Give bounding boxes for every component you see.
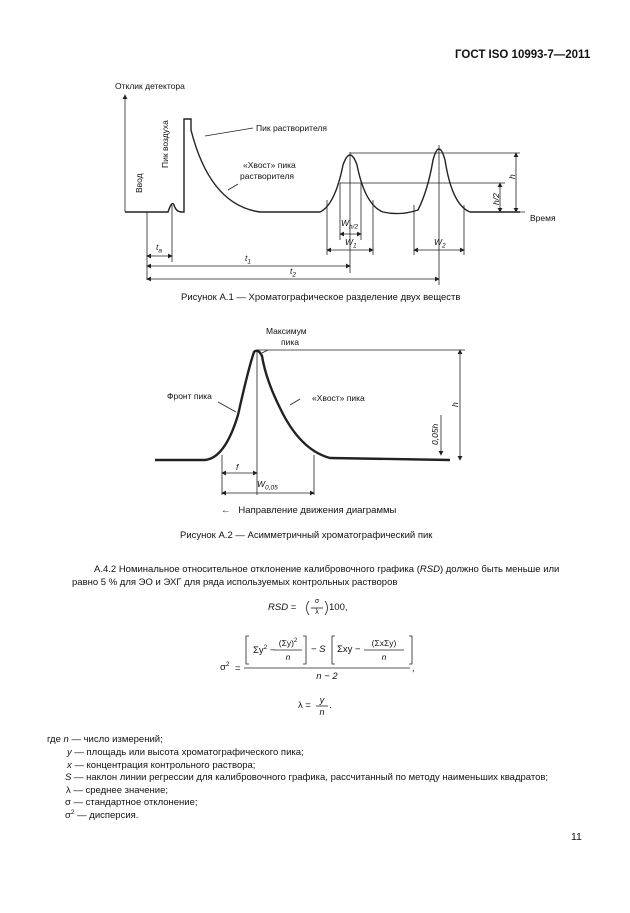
definition-item: λ — среднее значение; — [66, 785, 169, 796]
fig1-injection-label: Ввод — [134, 173, 144, 193]
sigma-formula-eq: = — [235, 663, 241, 674]
rsd-formula-tail: 100, — [329, 602, 348, 613]
sigma-denominator: n − 2 — [316, 671, 338, 682]
definition-item: S — наклон линии регрессии для калибровочного графика, рассчитанный по методу наименьших квадратов; — [65, 772, 549, 783]
fig1-ta-label: $t_a$ — [156, 242, 162, 255]
fig2-h005-label: 0,05h — [430, 423, 440, 445]
fig1-w1-label: $W_1$ — [345, 237, 357, 250]
fig1-y-axis-label: Отклик детектора — [115, 81, 185, 91]
fig1-solvent-tail-label-line2: растворителя — [240, 171, 295, 181]
fig1-air-peak-label: Пик воздуха — [160, 120, 170, 168]
sigma-comma: , — [412, 663, 415, 674]
lambda-denominator: n — [319, 707, 325, 717]
page-number: 11 — [571, 831, 582, 843]
figure-a1-caption: Рисунок А.1 — Хроматографическое разделение двух веществ — [181, 292, 461, 303]
sigma-term1: $\Sigma y^2$ − — [253, 644, 276, 657]
left-arrow-icon: ← — [221, 505, 231, 516]
lambda-dot: . — [329, 700, 332, 711]
fig2-peak-trace — [155, 351, 450, 460]
fig2-front-label: Фронт пика — [167, 391, 212, 401]
fig2-maximum-label-line1: Максимум — [266, 326, 307, 336]
fig2-maximum-label-line2: пика — [281, 337, 299, 347]
definition-item: $\sigma^2$ — дисперсия. — [65, 809, 139, 822]
fig1-chromatogram-trace — [125, 119, 520, 214]
fig2-f-label: f — [236, 462, 239, 472]
paragraph-a42-line2: равно 5 % для ЭО и ЭХГ для ряда используемых контрольных растворов — [72, 577, 398, 588]
fig2-w005-label: $W_{0,05}$ — [257, 479, 278, 492]
fig1-solvent-peak-label: Пик растворителя — [256, 123, 327, 133]
fig2-direction-label: ← Направление движения диаграммы — [221, 505, 397, 516]
fig1-h2-label: h/2 — [491, 193, 501, 205]
sigma-s-term: − S — [311, 644, 326, 655]
fig1-x-axis-label: Время — [530, 213, 556, 223]
definition-item: x — концентрация контрольного раствора; — [67, 760, 256, 771]
rsd-fraction-numerator: σ — [314, 598, 320, 605]
paragraph-a42-line1: А.4.2 Номинальное относительное отклонение калибровочного графика (RSD) должно быть меньше или — [94, 564, 560, 575]
lambda-formula-lhs: λ = — [298, 700, 311, 711]
sigma-frac1-denominator: n — [285, 652, 291, 662]
lambda-numerator: y — [319, 695, 325, 705]
definition-item: σ — стандартное отклонение; — [65, 797, 198, 808]
fig2-tail-label: «Хвост» пика — [312, 393, 365, 403]
sigma-term2: Σxy − — [337, 644, 361, 655]
rsd-formula: RSD = — [268, 602, 297, 613]
fig1-h-label: h — [507, 174, 517, 179]
figure-a2-caption: Рисунок А.2 — Асимметричный хроматографический пик — [180, 530, 433, 541]
fig1-w2-label: $W_2$ — [434, 237, 446, 250]
definition-item: где n — число измерений; — [47, 734, 163, 745]
standard-header: ГОСТ ISO 10993-7—2011 — [455, 49, 591, 61]
fig2-h-label: h — [450, 402, 460, 407]
rsd-fraction-denominator: λ — [315, 609, 319, 616]
sigma-formula-lhs: $\sigma^2$ — [220, 661, 230, 674]
fig1-t1-label: $t_1$ — [245, 253, 251, 266]
fig1-wh2-label: $W_{h/2}$ — [341, 218, 359, 231]
sigma-frac1-numerator: $(\Sigma y)^2$ — [278, 638, 298, 648]
sigma-frac2-numerator: (ΣxΣy) — [371, 638, 397, 648]
fig1-t2-label: $t_2$ — [290, 266, 296, 279]
sigma-frac2-denominator: n — [381, 652, 387, 662]
fig1-solvent-tail-label-line1: «Хвост» пика — [243, 160, 296, 170]
definition-item: y — площадь или высота хроматографического пика; — [67, 747, 304, 758]
